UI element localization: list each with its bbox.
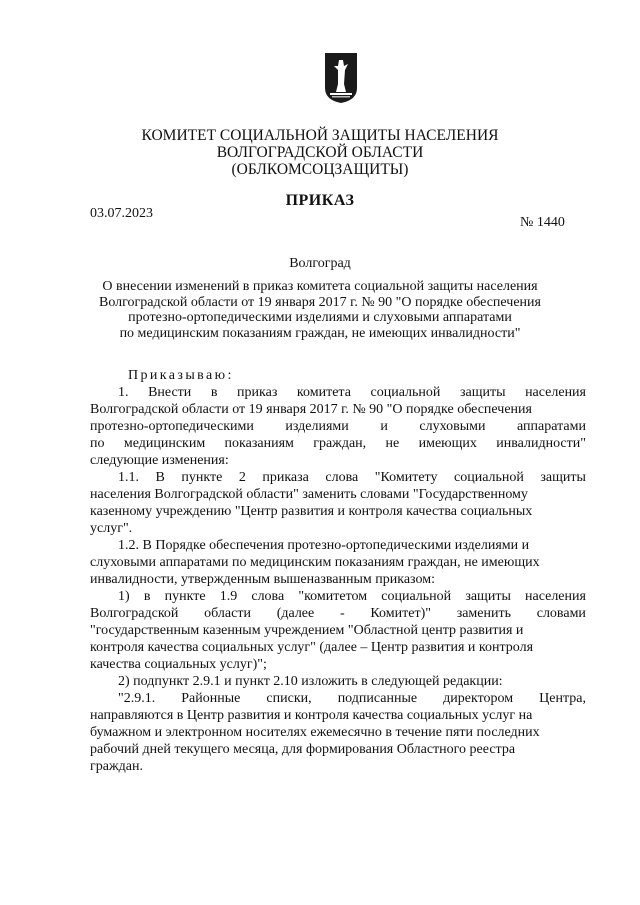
p1a-line-5: качества социальных услуг)"; [90, 657, 267, 672]
word: (далее [276, 606, 315, 621]
p11-line-2: населения Волгоградской области" заменить словами "Государственному [90, 487, 528, 502]
word: защиты [459, 385, 506, 400]
document-city: Волгоград [289, 256, 351, 271]
p1-line-1 [90, 384, 586, 401]
word: не [385, 436, 400, 451]
p291-line-1 [90, 690, 586, 707]
word: Волгоградской [90, 606, 179, 621]
document-body [90, 367, 586, 775]
p11-line-3: казенному учреждению "Центр развития и контроля качества социальных [90, 504, 533, 519]
word: слова [325, 470, 359, 485]
document-number: № 1440 [520, 215, 565, 230]
word: населения [525, 385, 586, 400]
p291-line-5: граждан. [90, 759, 143, 774]
word: "2.9.1. [118, 691, 156, 706]
word: директором [443, 691, 514, 706]
word: показаниям [224, 436, 294, 451]
word: медицинским [123, 436, 206, 451]
word: списки, [266, 691, 312, 706]
word: имеющих [418, 436, 477, 451]
word: социальной [454, 470, 524, 485]
word: подписанные [337, 691, 418, 706]
word: Комитет)" [370, 606, 431, 621]
word: защиты [540, 470, 586, 485]
org-line-1: КОМИТЕТ СОЦИАЛЬНОЙ ЗАЩИТЫ НАСЕЛЕНИЯ [141, 127, 499, 144]
p291-line-2: направляются в Центр развития и контроля качества социальных услуг на [90, 708, 533, 723]
word: аппаратами [517, 419, 586, 434]
word: Центра, [539, 691, 586, 706]
p11-line-1 [90, 469, 586, 486]
word: 1) [118, 589, 130, 604]
word: населения [525, 589, 586, 604]
p1a-line-1 [90, 588, 586, 605]
word: "Комитету [374, 470, 438, 485]
document-type: ПРИКАЗ [285, 192, 355, 209]
word: по [90, 436, 105, 451]
subject-line-3: протезно-ортопедическими изделиями и слуховыми аппаратами [128, 310, 512, 325]
p1a-line-4: контроля качества социальных услуг" (далее – Центр развития и контроля [90, 640, 534, 655]
org-line-2: ВОЛГОГРАДСКОЙ ОБЛАСТИ [216, 144, 424, 161]
word: приказа [262, 470, 309, 485]
word: Районные [181, 691, 241, 706]
p2a-line-1: 2) подпункт 2.9.1 и пункт 2.10 изложить в следующей редакции: [118, 674, 503, 689]
word: защиты [465, 589, 511, 604]
word: пункте [164, 589, 206, 604]
word: В [155, 470, 165, 485]
word: протезно-ортопедическими [90, 419, 254, 434]
document-subject [0, 279, 640, 341]
word: приказ [237, 385, 278, 400]
p1a-line-3: "государственным казенным учреждением "Областной центр развития и [90, 623, 524, 638]
word: Внести [148, 385, 192, 400]
subject-line-4: по медицинским показаниям граждан, не имеющих инвалидности" [119, 325, 521, 341]
word: социальной [381, 589, 452, 604]
p1a-line-2 [90, 605, 586, 622]
word: слуховыми [419, 419, 486, 434]
word: в [210, 385, 218, 400]
word: "комитетом [298, 589, 368, 604]
word: слова [251, 589, 285, 604]
p1-line-2: Волгоградской области от 19 января 2017 г. № 90 "О порядке обеспечения [90, 402, 532, 417]
word: 1.9 [219, 589, 238, 604]
document-date: 03.07.2023 [90, 206, 153, 221]
word: инвалидности" [496, 436, 586, 451]
p291-line-4: рабочий дней текущего месяца, для формирования Областного реестра [90, 742, 516, 757]
p1-line-3 [90, 418, 586, 435]
p12-line-1: 1.2. В Порядке обеспечения протезно-ортопедическими изделиями и [118, 538, 530, 553]
p1-line-5: следующие изменения: [90, 453, 229, 468]
word: словами [536, 606, 586, 621]
word: 1. [118, 385, 129, 400]
p1-line-4 [90, 435, 586, 452]
word: области [204, 606, 251, 621]
word: пункте [181, 470, 223, 485]
orders-heading: Приказываю: [128, 368, 234, 383]
word: - [339, 606, 345, 621]
p12-line-3: инвалидности, утвержденным вышеназванным приказом: [90, 572, 435, 587]
word: социальной [370, 385, 441, 400]
word: и [380, 419, 388, 434]
organization-name [0, 127, 640, 178]
p11-line-4: услуг". [90, 521, 133, 536]
word: граждан, [313, 436, 367, 451]
org-line-3: (ОБЛКОМСОЦЗАЩИТЫ) [231, 161, 409, 178]
word: 2 [238, 470, 246, 485]
word: изделиями [285, 419, 349, 434]
word: 1.1. [118, 470, 139, 485]
coat-of-arms-icon [324, 52, 358, 104]
subject-line-1: О внесении изменений в приказ комитета социальной защиты населения [102, 279, 538, 294]
word: в [143, 589, 151, 604]
word: заменить [456, 606, 511, 621]
word: комитета [296, 385, 351, 400]
subject-line-2: Волгоградской области от 19 января 2017 г. № 90 "О порядке обеспечения [99, 294, 541, 310]
p12-line-2: слуховыми аппаратами по медицинским показаниям граждан, не имеющих [90, 555, 540, 570]
p291-line-3: бумажном и электронном носителях ежемесячно в течение пяти последних [90, 725, 540, 740]
